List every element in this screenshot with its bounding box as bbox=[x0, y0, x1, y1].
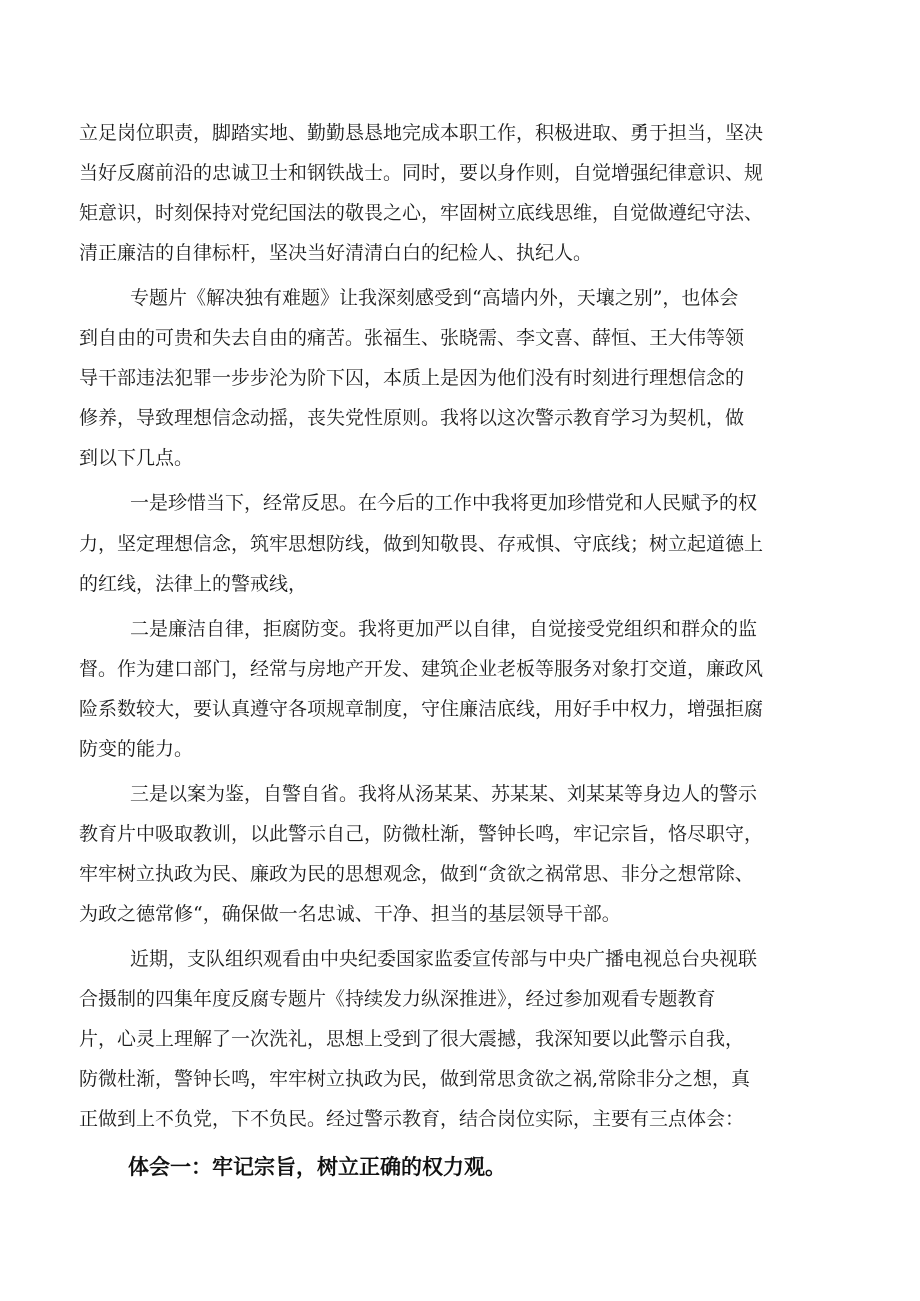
text-line: 牢牢树立执政为民、廉政为民的思想观念，做到“贪欲之祸常思、非分之想常除、 bbox=[79, 863, 754, 885]
text-line: 正做到上不负党，下不负民。经过警示教育，结合岗位实际，主要有三点体会： bbox=[79, 1108, 745, 1130]
text-line: 当好反腐前沿的忠诚卫士和钢铁战士。同时，要以身作则，自觉增强纪律意识、规 bbox=[79, 162, 764, 184]
text-line: 教育片中吸取教训，以此警示自己，防微杜渐，警钟长鸣，牢记宗旨，恪尽职守， bbox=[79, 823, 764, 845]
text-line: 防微杜渐，警钟长鸣，牢牢树立执政为民，做到常思贪欲之祸,常除非分之想，真 bbox=[79, 1068, 751, 1090]
text-line: 三是以案为鉴，自警自省。我将从汤某某、苏某某、刘某某等身边人的警示 bbox=[130, 783, 758, 805]
text-line: 力，坚定理想信念，筑牢思想防线，做到知敬畏、存戒惧、守底线；树立起道德上 bbox=[79, 533, 764, 555]
text-line: 清正廉洁的自律标杆，坚决当好清清白白的纪检人、执纪人。 bbox=[79, 242, 593, 264]
text-line: 立足岗位职责，脚踏实地、勤勤恳恳地完成本职工作，积极进取、勇于担当，坚决 bbox=[79, 122, 764, 144]
text-line: 二是廉洁自律，拒腐防变。我将更加严以自律，自觉接受党组织和群众的监 bbox=[130, 618, 758, 640]
text-line: 修养，导致理想信念动摇，丧失党性原则。我将以这次警示教育学习为契机，做 bbox=[79, 407, 745, 429]
section-heading: 体会一：牢记宗旨，树立正确的权力观。 bbox=[128, 1155, 506, 1179]
text-line: 督。作为建口部门，经常与房地产开发、建筑企业老板等服务对象打交道，廉政风 bbox=[79, 658, 764, 680]
text-line: 导干部违法犯罪一步步沦为阶下囚，本质上是因为他们没有时刻进行理想信念的 bbox=[79, 367, 745, 389]
text-line: 防变的能力。 bbox=[79, 738, 194, 760]
text-line: 专题片《解决独有难题》让我深刻感受到“高墙内外，天壤之别”，也体会 bbox=[130, 287, 739, 309]
text-line: 险系数较大，要认真遵守各项规章制度，守住廉洁底线，用好手中权力，增强拒腐 bbox=[79, 698, 764, 720]
text-line: 一是珍惜当下，经常反思。在今后的工作中我将更加珍惜党和人民赋予的权 bbox=[130, 492, 758, 514]
text-line: 合摄制的四集年度反腐专题片《持续发力纵深推进》，经过参加观看专题教育 bbox=[79, 988, 716, 1010]
text-line: 矩意识，时刻保持对党纪国法的敬畏之心，牢固树立底线思维，自觉做遵纪守法、 bbox=[79, 202, 764, 224]
text-line: 片，心灵上理解了一次洗礼，思想上受到了很大震撼，我深知要以此警示自我， bbox=[79, 1028, 745, 1050]
text-line: 近期，支队组织观看由中央纪委国家监委宣传部与中央广播电视总台央视联 bbox=[130, 948, 758, 970]
text-line: 的红线，法律上的警戒线， bbox=[79, 573, 308, 595]
text-line: 到以下几点。 bbox=[79, 447, 194, 469]
text-line: 为政之德常修“，确保做一名忠诚、干净、担当的基层领导干部。 bbox=[79, 903, 621, 925]
text-line: 到自由的可贵和失去自由的痛苦。张福生、张晓需、李文喜、薛恒、王大伟等领 bbox=[79, 327, 745, 349]
